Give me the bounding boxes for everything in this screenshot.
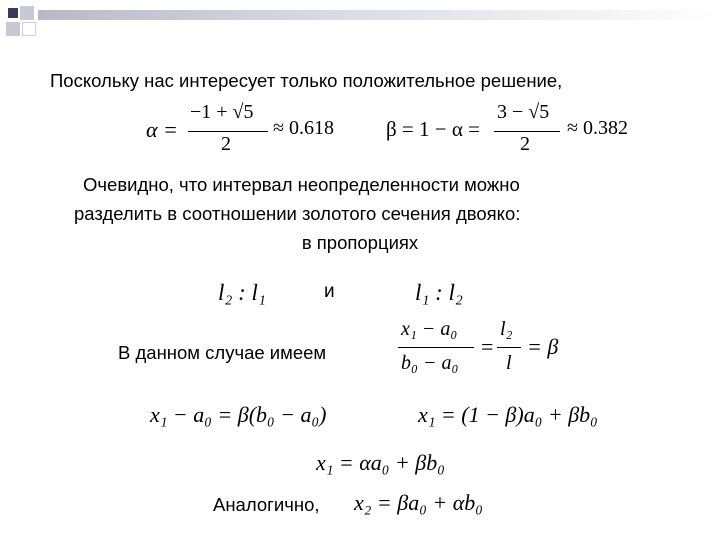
case-equals: = (481, 334, 494, 359)
paragraph-line-1: Очевидно, что интервал неопределенности можно (83, 174, 520, 195)
case-label: В данном случае имеем (118, 342, 327, 363)
case-denominator-2: l (506, 352, 512, 374)
beta-numerator: 3 − √5 (497, 101, 550, 123)
proportion-left: l₂ : l₁ (218, 280, 266, 305)
case-numerator-1: x₁ − a₀ (401, 318, 458, 340)
deco-gradient-bar (38, 10, 720, 20)
beta-approx: ≈ 0.382 (567, 117, 628, 139)
proportion-conjunction: и (324, 281, 335, 302)
deco-square-light (6, 22, 20, 36)
case-fraction-bar-2 (497, 347, 521, 348)
alpha-lhs: α = (146, 117, 178, 142)
deco-square-white (22, 22, 36, 36)
equation-x1-left: x₁ − a₀ = β(b₀ − a₀) (150, 402, 327, 427)
alpha-denominator: 2 (221, 133, 231, 155)
paragraph-line-2: разделить в соотношении золотого сечения двояко: (74, 203, 521, 224)
beta-lhs: β = 1 − α = (386, 117, 480, 141)
deco-square-dark (8, 8, 18, 18)
beta-denominator: 2 (520, 133, 530, 155)
beta-fraction-bar (494, 131, 560, 132)
alpha-approx: ≈ 0.618 (273, 117, 334, 139)
case-denominator-1: b₀ − a₀ (401, 352, 459, 374)
alpha-numerator: −1 + √5 (190, 101, 254, 123)
case-fraction-bar-1 (398, 347, 474, 348)
analog-label: Аналогично, (213, 494, 320, 515)
equation-x1-alpha: x₁ = αa₀ + βb₀ (316, 450, 445, 475)
paragraph-line-3: в пропорциях (301, 232, 419, 253)
equation-x1-right: x₁ = (1 − β)a₀ + βb₀ (418, 402, 598, 427)
case-tail: = β (527, 334, 559, 359)
deco-square-light (20, 6, 34, 20)
proportion-right: l₁ : l₂ (415, 280, 463, 305)
equation-x2: x₂ = βa₀ + αb₀ (354, 490, 483, 515)
case-numerator-2: l₂ (500, 318, 513, 340)
intro-text: Поскольку нас интересует только положительное решение, (50, 70, 563, 91)
alpha-fraction-bar (188, 131, 268, 132)
